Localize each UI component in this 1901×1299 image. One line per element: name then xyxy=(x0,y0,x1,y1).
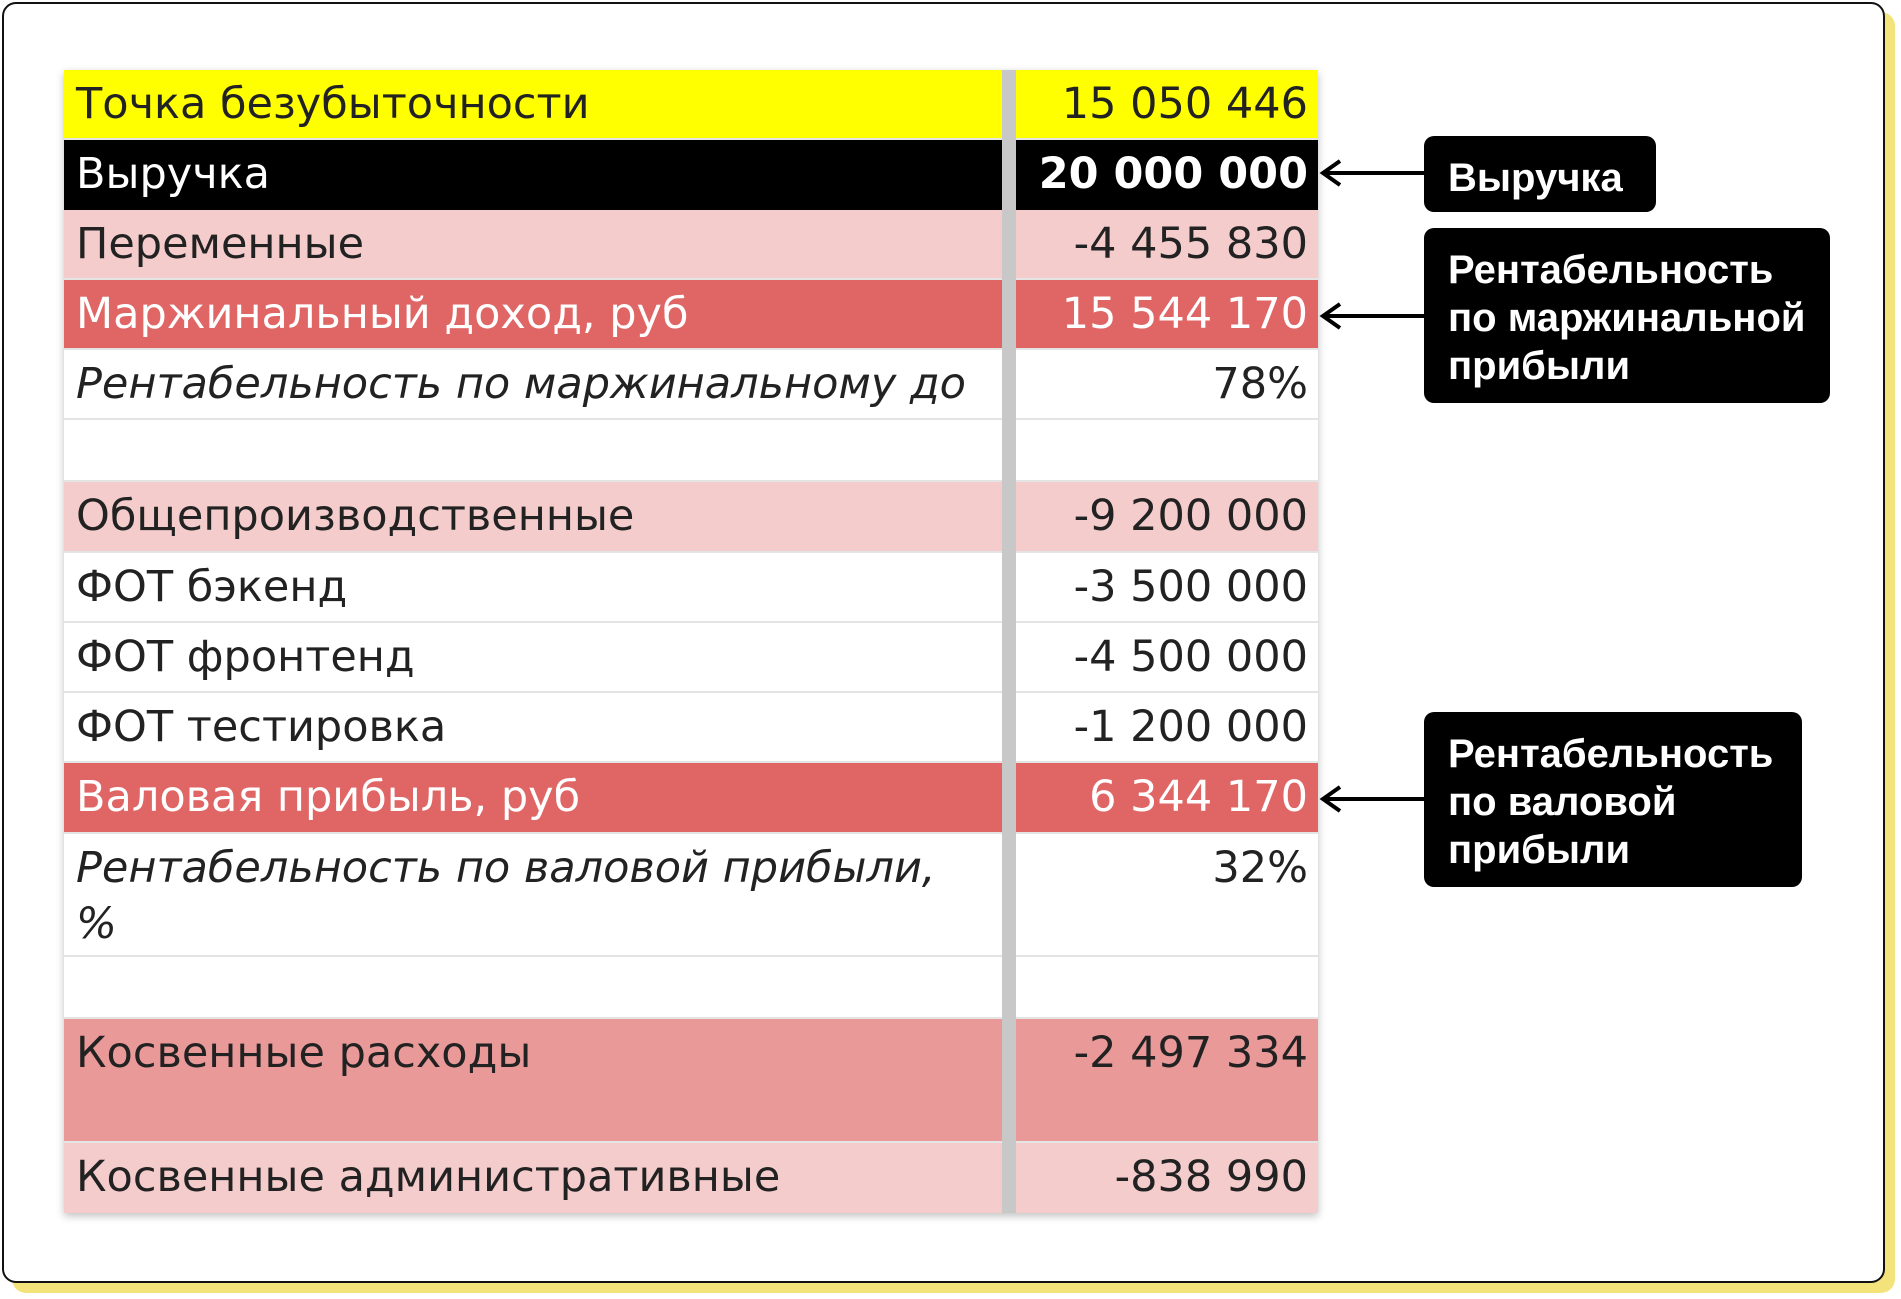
column-divider xyxy=(1002,1143,1016,1213)
table-cell-value[interactable]: 20 000 000 xyxy=(1016,140,1318,210)
table-cell-value[interactable]: 78% xyxy=(1016,350,1318,420)
table-cell-value[interactable]: -9 200 000 xyxy=(1016,482,1318,553)
row-empty xyxy=(64,957,1318,1019)
arrow-left-icon xyxy=(1318,158,1426,188)
table-cell-label[interactable]: Выручка xyxy=(64,140,1002,210)
table-cell-label[interactable]: ФОТ бэкенд xyxy=(64,553,1002,623)
column-divider xyxy=(1002,280,1016,350)
column-divider xyxy=(1002,140,1016,210)
column-divider xyxy=(1002,553,1016,623)
row-margin-profitability xyxy=(64,350,1318,420)
table-cell-value[interactable]: -4 455 830 xyxy=(1016,210,1318,280)
table-cell-label[interactable]: Рентабельность по валовой прибыли, % xyxy=(64,834,1002,957)
column-divider xyxy=(1002,693,1016,763)
column-divider xyxy=(1002,350,1016,420)
column-divider xyxy=(1002,70,1016,140)
annotation-gross-profitability: Рентабельность по валовой прибыли xyxy=(1424,712,1802,887)
row-payroll-backend xyxy=(64,553,1318,623)
spreadsheet-table xyxy=(64,70,1318,1213)
row-gross-profitability xyxy=(64,834,1318,957)
table-cell-value[interactable]: 6 344 170 xyxy=(1016,763,1318,834)
arrow-left-icon xyxy=(1318,301,1426,331)
table-cell-value[interactable]: -838 990 xyxy=(1016,1143,1318,1213)
table-cell-label[interactable]: Валовая прибыль, руб xyxy=(64,763,1002,834)
table-cell-label[interactable]: Косвенные административные xyxy=(64,1143,1002,1213)
table-cell-label[interactable]: Косвенные расходы xyxy=(64,1019,1002,1143)
row-empty xyxy=(64,420,1318,482)
table-cell-label[interactable]: Точка безубыточности xyxy=(64,70,1002,140)
table-cell-label[interactable] xyxy=(64,957,1002,1019)
row-payroll-frontend xyxy=(64,623,1318,693)
row-payroll-testing xyxy=(64,693,1318,763)
row-indirect-costs xyxy=(64,1019,1318,1143)
table-cell-label[interactable]: Маржинальный доход, руб xyxy=(64,280,1002,350)
table-cell-value[interactable] xyxy=(1016,957,1318,1019)
table-cell-label[interactable]: Рентабельность по маржинальному до xyxy=(64,350,1002,420)
table-cell-value[interactable]: -4 500 000 xyxy=(1016,623,1318,693)
annotation-margin-profitability: Рентабельность по маржинальной прибыли xyxy=(1424,228,1830,403)
table-cell-label[interactable]: ФОТ тестировка xyxy=(64,693,1002,763)
table-cell-label[interactable]: ФОТ фронтенд xyxy=(64,623,1002,693)
column-divider xyxy=(1002,957,1016,1019)
table-cell-value[interactable]: 32% xyxy=(1016,834,1318,957)
row-production-overhead xyxy=(64,482,1318,553)
column-divider xyxy=(1002,763,1016,834)
table-cell-value[interactable]: 15 544 170 xyxy=(1016,280,1318,350)
row-variable-costs xyxy=(64,210,1318,280)
table-cell-value[interactable] xyxy=(1016,420,1318,482)
arrow-left-icon xyxy=(1318,784,1426,814)
column-divider xyxy=(1002,482,1016,553)
row-margin-income xyxy=(64,280,1318,350)
column-divider xyxy=(1002,210,1016,280)
row-indirect-administrative xyxy=(64,1143,1318,1213)
table-cell-value[interactable]: -2 497 334 xyxy=(1016,1019,1318,1143)
column-divider xyxy=(1002,420,1016,482)
column-divider xyxy=(1002,623,1016,693)
column-divider xyxy=(1002,834,1016,957)
column-divider xyxy=(1002,1019,1016,1143)
table-cell-label[interactable]: Общепроизводственные xyxy=(64,482,1002,553)
row-break-even xyxy=(64,70,1318,140)
table-cell-value[interactable]: -1 200 000 xyxy=(1016,693,1318,763)
row-revenue xyxy=(64,140,1318,210)
table-cell-value[interactable]: -3 500 000 xyxy=(1016,553,1318,623)
table-cell-label[interactable]: Переменные xyxy=(64,210,1002,280)
table-cell-value[interactable]: 15 050 446 xyxy=(1016,70,1318,140)
annotation-revenue: Выручка xyxy=(1424,136,1656,212)
table-cell-label[interactable] xyxy=(64,420,1002,482)
row-gross-profit xyxy=(64,763,1318,834)
